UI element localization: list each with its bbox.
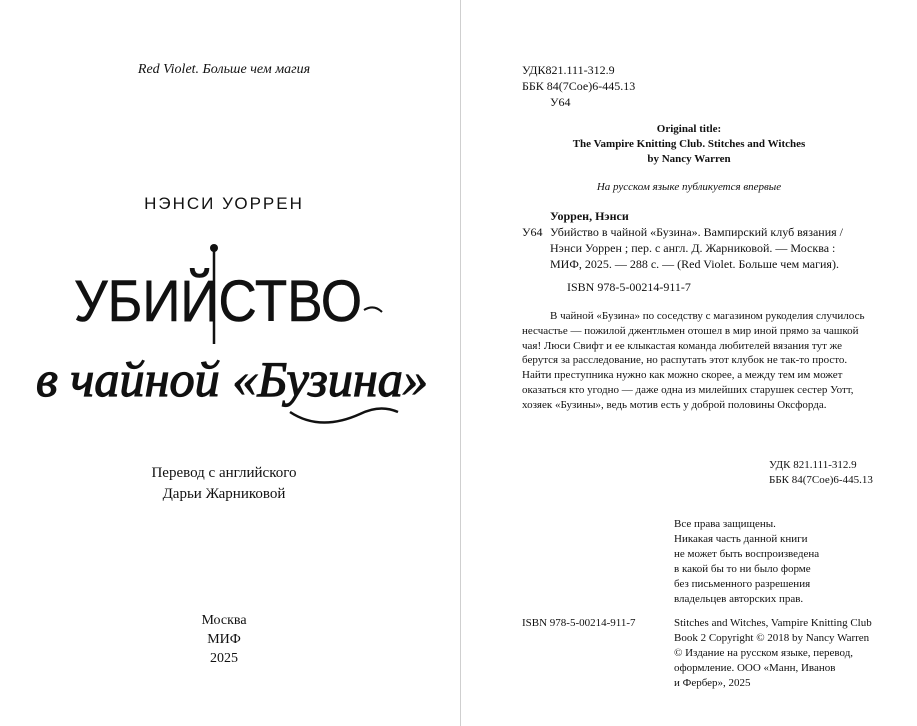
copyright-page [461, 0, 917, 726]
rights-line: владельцев авторских прав. [674, 593, 804, 605]
biblio-line: Убийство в чайной «Бузина». Вампирский клуб вязания / [550, 225, 843, 239]
publisher-imprint [0, 611, 448, 668]
bbk-code: ББК 84(7Сое)6-445.13 [522, 79, 636, 93]
thread-icon [364, 307, 382, 312]
rights-line: без письменного разрешения [674, 578, 811, 590]
annotation-line: чая! Люси Свифт и ее клыкастая команда любителей вязания тут же [522, 339, 842, 352]
original-title: The Vampire Knitting Club. Stitches and Witches [572, 138, 806, 150]
bbk-code: ББК 84(7Сое)6-445.13 [769, 474, 873, 486]
original-title-block [461, 122, 917, 167]
title-flourish-icon [290, 408, 398, 422]
classification-block-bottom [769, 458, 873, 488]
bibliographic-record [550, 224, 872, 272]
translator-name: Дарьи Жарниковой [162, 486, 286, 502]
author-mark: У64 [550, 95, 571, 109]
imprint-publisher: МИФ [207, 632, 241, 647]
isbn: ISBN 978-5-00214-911-7 [567, 280, 691, 294]
annotation-line: В чайной «Бузина» по соседству с магазином рукоделия случилось [550, 310, 865, 322]
imprint-year: 2025 [210, 651, 238, 666]
annotation-line: хозяек «Бузины», ведь мотив есть у доброй половины Оксфорда. [522, 398, 827, 411]
book-title-lettering [22, 236, 442, 446]
annotation-line: берутся за расследование, но распутать этот клубок не так-то просто. [522, 354, 848, 367]
copyright-line: оформление. ООО «Манн, Иванов [674, 662, 836, 674]
translator-credit [0, 463, 448, 505]
biblio-code: У64 [522, 225, 543, 239]
copyright-line: Stitches and Witches, Vampire Knitting Club [674, 617, 872, 629]
copyright-notice [674, 616, 872, 691]
annotation-line: несчастье — пожилой джентльмен отошел в мир иной прямо за чашкой [522, 324, 859, 337]
author-name: НЭНСИ УОРРЕН [144, 194, 304, 213]
rights-notice [674, 517, 819, 607]
original-title-label: Original title: [656, 123, 722, 135]
udk-code: УДК821.111-312.9 [522, 63, 615, 77]
rights-line: в какой бы то ни было форме [674, 563, 811, 575]
isbn-bottom: ISBN 978-5-00214-911-7 [522, 617, 636, 629]
imprint-city: Москва [201, 613, 247, 628]
book-title-line2: в чайной «Бузина» [36, 351, 428, 407]
annotation [522, 309, 872, 413]
biblio-author: Уоррен, Нэнси [550, 209, 629, 223]
book-title-line1: УБИЙСТВО [74, 269, 362, 334]
rights-line: Все права защищены. [674, 518, 776, 530]
biblio-line: МИФ, 2025. — 288 с. — (Red Violet. Больше чем магия). [550, 257, 839, 271]
biblio-line: Нэнси Уоррен ; пер. с англ. Д. Жарниковой. — Москва : [550, 241, 836, 255]
copyright-line: © Издание на русском языке, перевод, [674, 647, 854, 659]
translator-line: Перевод с английского [151, 465, 297, 481]
annotation-line: Найти преступника нужно как можно скорее, а между тем им может [522, 369, 843, 382]
first-publish-note: На русском языке публикуется впервые [596, 181, 782, 193]
udk-code: УДК 821.111-312.9 [769, 459, 857, 471]
rights-line: Никакая часть данной книги [674, 533, 808, 545]
original-author: by Nancy Warren [647, 153, 731, 165]
rights-line: не может быть воспроизведена [674, 548, 820, 560]
copyright-line: и Фербер», 2025 [674, 677, 751, 689]
annotation-line: оказаться кто угодно — даже одна из милейших старушек сестер Уотт, [522, 383, 854, 396]
classification-block [522, 62, 635, 110]
series-name: Red Violet. Больше чем магия [137, 62, 311, 77]
copyright-line: Book 2 Copyright © 2018 by Nancy Warren [674, 632, 870, 644]
